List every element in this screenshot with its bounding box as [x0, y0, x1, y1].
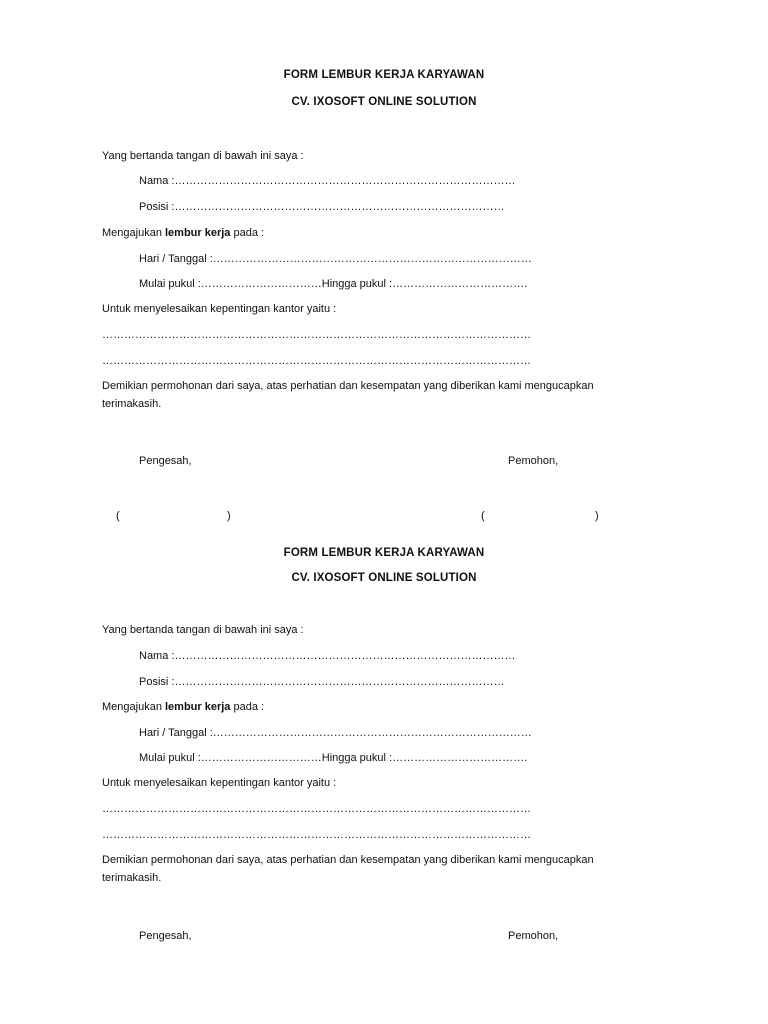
closing-text-1: Demikian permohonan dari saya, atas perhatian dan kesempatan yang diberikan kami mengucapkan: [102, 380, 594, 392]
untuk-text: Untuk menyelesaikan kepentingan kantor yaitu :: [102, 303, 337, 315]
dotted-line-2: ………………………………………………………………………………………………………: [102, 355, 531, 367]
mengajukan-text: [102, 227, 264, 240]
mengajukan-suffix: pada :: [230, 227, 265, 239]
jam-field: Mulai pukul :……………………………Hingga pukul :……………………………….: [139, 752, 528, 764]
lembur-kerja-bold: lembur kerja: [165, 227, 231, 239]
lembur-kerja-bold: lembur kerja: [165, 701, 231, 713]
closing-text-1: Demikian permohonan dari saya, atas perhatian dan kesempatan yang diberikan kami mengucapkan: [102, 854, 594, 866]
mengajukan-suffix: pada :: [230, 701, 265, 713]
dotted-line-1: ………………………………………………………………………………………………………: [102, 803, 531, 815]
hari-tanggal-field: Hari / Tanggal :……………………………………………………………………………: [139, 253, 532, 265]
nama-field: Nama :…………………………………………………………………………………: [139, 650, 516, 662]
posisi-field: Posisi :………………………………………………………………………………: [139, 201, 505, 213]
pemohon-label: Pemohon,: [508, 455, 559, 467]
posisi-field: Posisi :………………………………………………………………………………: [139, 676, 505, 688]
pengesah-label: Pengesah,: [139, 930, 192, 942]
closing-text-2: terimakasih.: [102, 872, 162, 884]
pemohon-label: Pemohon,: [508, 930, 559, 942]
form-title: FORM LEMBUR KERJA KARYAWAN: [283, 547, 485, 559]
form-title: FORM LEMBUR KERJA KARYAWAN: [283, 69, 485, 81]
pengesah-close-paren: ): [227, 510, 231, 522]
intro-text: Yang bertanda tangan di bawah ini saya :: [102, 150, 304, 162]
nama-field: Nama :…………………………………………………………………………………: [139, 175, 516, 187]
pemohon-open-paren: (: [481, 510, 485, 522]
closing-text-2: terimakasih.: [102, 398, 162, 410]
mengajukan-prefix: Mengajukan: [102, 227, 165, 239]
mengajukan-prefix: Mengajukan: [102, 701, 165, 713]
hari-tanggal-field: Hari / Tanggal :……………………………………………………………………………: [139, 727, 532, 739]
pengesah-label: Pengesah,: [139, 455, 192, 467]
dotted-line-2: ………………………………………………………………………………………………………: [102, 829, 531, 841]
pengesah-open-paren: (: [116, 510, 120, 522]
company-name: CV. IXOSOFT ONLINE SOLUTION: [291, 572, 477, 584]
untuk-text: Untuk menyelesaikan kepentingan kantor yaitu :: [102, 777, 337, 789]
dotted-line-1: ………………………………………………………………………………………………………: [102, 329, 531, 341]
jam-field: Mulai pukul :……………………………Hingga pukul :……………………………….: [139, 278, 528, 290]
pemohon-close-paren: ): [595, 510, 599, 522]
mengajukan-text: [102, 701, 264, 714]
intro-text: Yang bertanda tangan di bawah ini saya :: [102, 624, 304, 636]
company-name: CV. IXOSOFT ONLINE SOLUTION: [291, 96, 477, 108]
